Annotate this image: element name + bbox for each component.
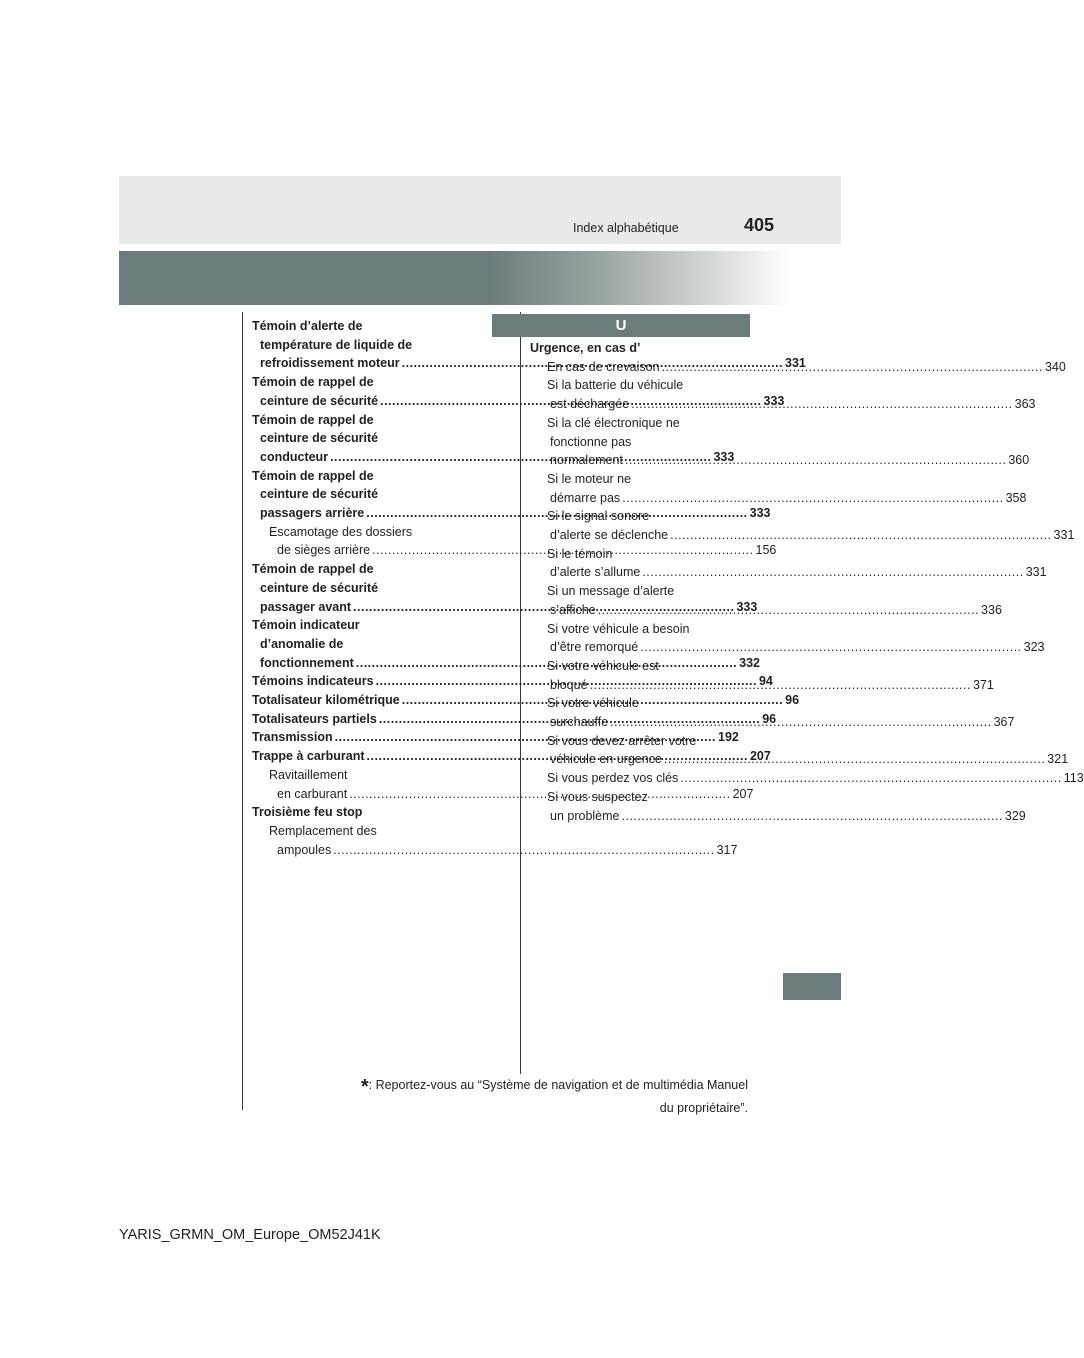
index-entry — [530, 788, 1026, 825]
footnote-star: * — [360, 1076, 369, 1098]
index-entry-text: véhicule en urgence — [550, 752, 662, 767]
dot-leader — [598, 603, 979, 617]
index-page-ref: 331 — [1053, 528, 1075, 543]
index-page-ref: 321 — [1047, 752, 1069, 767]
dot-leader — [640, 640, 1021, 654]
index-page-ref: 332 — [739, 655, 761, 670]
index-entry-final-line — [530, 489, 1027, 508]
index-page-ref: 331 — [1025, 565, 1047, 580]
index-entry-line: Témoin de rappel de — [252, 562, 374, 577]
index-entry-line: ceinture de sécurité — [260, 487, 379, 502]
index-page-ref: 333 — [713, 449, 735, 464]
dot-leader — [590, 678, 971, 692]
index-entry-text: d’être remorqué — [550, 640, 639, 655]
index-page-ref: 371 — [972, 677, 994, 692]
index-entry-final-line — [530, 339, 749, 358]
index-entry-text: Totalisateurs partiels — [252, 711, 377, 726]
index-page-ref: 358 — [1005, 490, 1027, 505]
index-entry-line: Si le témoin — [547, 546, 613, 561]
index-entry-text: Urgence, en cas d’ — [530, 341, 641, 355]
index-entry-text: Trappe à carburant — [252, 749, 365, 764]
chapter-bar — [119, 251, 789, 305]
index-entry-text: conducteur — [260, 449, 329, 464]
index-page-ref: 207 — [749, 749, 771, 764]
index-entry — [252, 822, 738, 859]
index-entry-final-line — [530, 769, 1084, 788]
index-entry-line: température de liquide de — [260, 337, 413, 352]
index-entry-text: de sièges arrière — [277, 543, 371, 558]
index-entry-text: passagers arrière — [260, 506, 365, 521]
dot-leader — [662, 360, 1043, 374]
section-title: Index alphabétique — [573, 221, 679, 235]
letter-heading-u: U — [492, 314, 750, 337]
index-entry-text: en carburant — [277, 786, 348, 801]
footnote-line-2: du propriétaire”. — [659, 1101, 748, 1115]
index-entry-text: Troisième feu stop — [252, 805, 363, 820]
index-entry-line: Si la clé électronique ne — [547, 415, 680, 430]
index-entry — [530, 582, 1002, 619]
index-entry-text: Témoins indicateurs — [252, 674, 374, 689]
chapter-side-tab — [783, 973, 841, 1000]
index-entry — [530, 470, 1027, 507]
index-page-ref: 329 — [1004, 808, 1026, 823]
index-entry-text: d’alerte s’allume — [550, 565, 641, 580]
index-entry — [530, 769, 1084, 788]
index-entry-text: bloqué — [550, 677, 588, 692]
index-entry-text: ampoules — [277, 842, 332, 857]
index-entry-text: surchauffe — [550, 715, 609, 730]
index-entry-line: Si vous devez arrêter votre — [547, 733, 697, 748]
index-entry-line: Si votre véhicule — [547, 696, 639, 711]
index-page-ref: 323 — [1023, 640, 1045, 655]
index-entry-text: d’alerte se déclenche — [550, 528, 669, 543]
index-entry-text: refroidissement moteur — [260, 356, 400, 371]
index-page-ref: 363 — [1014, 397, 1036, 412]
index-entry-line: Remplacement des — [269, 823, 377, 838]
document-id: YARIS_GRMN_OM_Europe_OM52J41K — [119, 1227, 381, 1243]
index-entry-text: un problème — [550, 808, 620, 823]
index-entry-line: ceinture de sécurité — [260, 580, 379, 595]
index-page-ref: 96 — [762, 711, 777, 726]
index-entry-text: normalement — [550, 453, 623, 468]
index-entry-final-line — [252, 803, 471, 822]
footnote — [300, 1075, 748, 1119]
index-page-ref: 156 — [755, 543, 777, 558]
index-entry — [530, 339, 749, 358]
index-page-ref: 333 — [763, 393, 785, 408]
dot-leader — [670, 528, 1051, 542]
index-page-ref: 94 — [758, 674, 773, 689]
index-page-ref: 207 — [732, 786, 754, 801]
header-band — [119, 176, 841, 244]
dot-leader — [622, 491, 1003, 505]
index-page-ref: 192 — [718, 730, 739, 745]
index-page-ref: 336 — [981, 602, 1002, 617]
index-entry — [530, 620, 1045, 657]
index-entry-line: Si le signal sonore — [547, 509, 650, 524]
index-entry-line: Si votre véhicule est — [547, 658, 659, 673]
footnote-line-1: : Reportez-vous au “Système de navigation et de multimédia Manuel — [368, 1078, 748, 1092]
index-entry-line: Si la batterie du véhicule — [547, 378, 684, 393]
index-entry-line: Si votre véhicule a besoin — [547, 621, 690, 636]
index-entry — [252, 803, 471, 822]
index-entry-line: Témoin de rappel de — [252, 412, 374, 427]
index-page-ref: 113 — [1063, 771, 1084, 786]
index-entry-line: ceinture de sécurité — [260, 431, 379, 446]
index-page-ref: 331 — [785, 356, 806, 371]
index-entry-line: Escamotage des dossiers — [269, 524, 413, 539]
index-entry-line: Si vous suspectez — [547, 789, 648, 804]
dot-leader — [625, 453, 1006, 467]
left-margin-rule — [242, 312, 243, 1110]
index-entry-final-line — [530, 638, 1045, 657]
index-entry-line: Témoin de rappel de — [252, 468, 374, 483]
index-entry-text: s’affiche — [550, 602, 596, 617]
index-entry-text: fonctionnement — [260, 655, 354, 670]
dot-leader — [610, 715, 991, 729]
index-entry-final-line — [530, 807, 1026, 826]
dot-leader — [333, 843, 714, 857]
index-entry-text: ceinture de sécurité — [260, 393, 379, 408]
index-entry-line: Témoin de rappel de — [252, 375, 374, 390]
index-entry-final-line — [530, 563, 1047, 582]
index-entry-final-line — [530, 526, 1075, 545]
index-page-ref: 340 — [1044, 359, 1066, 374]
dot-leader — [642, 565, 1023, 579]
index-entry-line: Si un message d’alerte — [547, 584, 675, 599]
index-entry-final-line — [252, 841, 738, 860]
page-number: 405 — [744, 215, 775, 235]
index-page-ref: 333 — [749, 506, 771, 521]
index-entry — [530, 414, 1030, 470]
index-page-ref: 96 — [785, 693, 800, 708]
index-entry-line: Témoin indicateur — [252, 618, 360, 633]
index-entry-text: Si vous perdez vos clés — [547, 771, 679, 786]
index-entry-line: fonctionne pas — [550, 434, 632, 449]
dot-leader — [680, 771, 1061, 785]
index-entry-line: Ravitaillement — [269, 767, 348, 782]
index-entry-line: d’anomalie de — [260, 636, 344, 651]
index-page-ref: 367 — [993, 715, 1015, 730]
index-entry-text: Totalisateur kilométrique — [252, 693, 400, 708]
index-entry-text: En cas de crevaison — [547, 359, 660, 374]
dot-leader — [664, 752, 1045, 766]
index-entry-final-line — [530, 601, 1002, 620]
dot-leader — [622, 809, 1003, 823]
index-entry-final-line — [530, 451, 1030, 470]
index-entry-text: démarre pas — [550, 490, 621, 505]
index-entry-line: Si le moteur ne — [547, 471, 632, 486]
index-entry-text: est déchargée — [550, 397, 630, 412]
dot-leader — [631, 397, 1012, 411]
index-page-ref: 317 — [716, 842, 738, 857]
index-page-ref: 333 — [736, 599, 758, 614]
index-page-ref: 360 — [1008, 453, 1030, 468]
index-entry-text: Transmission — [252, 730, 333, 745]
index-entry-line: Témoin d’alerte de — [252, 319, 363, 333]
index-entry-text: passager avant — [260, 599, 352, 614]
